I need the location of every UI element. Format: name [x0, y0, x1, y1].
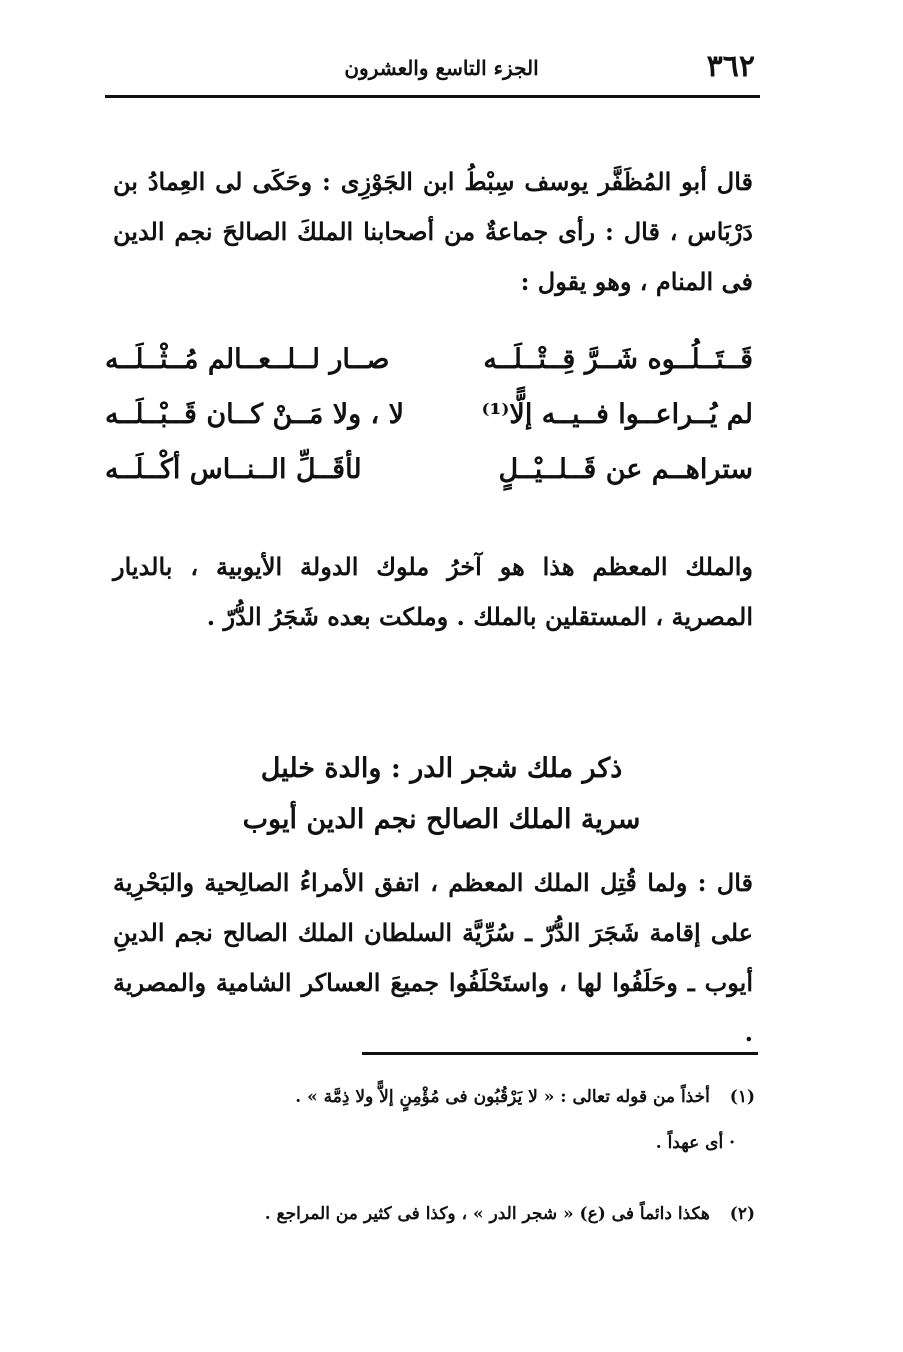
footnote-1: [115, 1087, 755, 1107]
poem-verse: [105, 332, 753, 387]
opening-paragraph: قال أبو المُظَفَّر يوسف سِبْطُ ابن الجَوْزِى : وحَكَى لى العِمادُ بن دَرْبَاس ، قال : رأى جماعةٌ من أصحابنا الملكَ الصالحَ نجم الدين فى المنام ، وهو يقول :: [113, 167, 753, 296]
footnote-text: أخذاً من قوله تعالى : « لا يَرْقُبُون فى مُؤْمِنٍ إلاًّ ولا ذِمَّة » .: [295, 1087, 710, 1107]
footnote-1-continuation: · أى عهداً .: [655, 1133, 735, 1153]
header-rule: [105, 95, 760, 98]
footnote-rule: [362, 1052, 758, 1055]
verse-first-hemistich: لم يُــراعــوا فــيــه إلًّا⁽¹⁾: [481, 399, 753, 430]
section-paragraph: قال : ولما قُتِل الملك المعظم ، اتفق الأمراءُ الصالِحية والبَحْرِية على إقامة شَجَرَ الدُّرّ ـ سُرِّيَّة السلطان الملك الصالح نجم الدينِ أيوب ـ وحَلَفُوا لها ، واستَحْلَفُوا جميعَ العساكر الشامية والمصرية .: [113, 868, 753, 1047]
page-number: ٣٦٢: [706, 49, 755, 84]
commentary-paragraph: والملك المعظم هذا هو آخرُ ملوك الدولة الأيوبية ، بالديار المصرية ، المستقلين بالملك . وملكت بعده شَجَرُ الدُّرّ .: [113, 552, 753, 631]
verse-second-hemistich: لأقَــلِّ الــنــاس أكْــلَــه: [105, 454, 362, 485]
section-heading-line-1: ذكر ملك شجر الدر : والدة خليل: [260, 753, 623, 784]
verse-second-hemistich: صــار لــلــعــالم مُــثْــلَــه: [105, 344, 390, 375]
verse-first-hemistich: قَــتَــلُــوه شَــرَّ قِــتْــلَــه: [483, 344, 753, 375]
section-heading-line-2: سرية الملك الصالح نجم الدين أيوب: [242, 804, 641, 835]
poem-verse: [105, 442, 753, 497]
footnote-text: هكذا دائماً فى (ع) « شجر الدر » ، وكذا فى كثير من المراجع .: [264, 1204, 710, 1224]
poem-verse: [105, 387, 753, 442]
footnote-number: (٢): [729, 1204, 755, 1224]
verse-first-hemistich: ستراهــم عن قَــلــيْــلٍ: [498, 454, 753, 485]
running-header-title: الجزء التاسع والعشرون: [344, 56, 539, 80]
footnote-2: [115, 1204, 755, 1224]
verse-second-hemistich: لا ، ولا مَــنْ كــان قَــبْــلَــه: [105, 399, 405, 430]
poem: [105, 332, 753, 497]
footnote-number: (١): [729, 1087, 755, 1107]
